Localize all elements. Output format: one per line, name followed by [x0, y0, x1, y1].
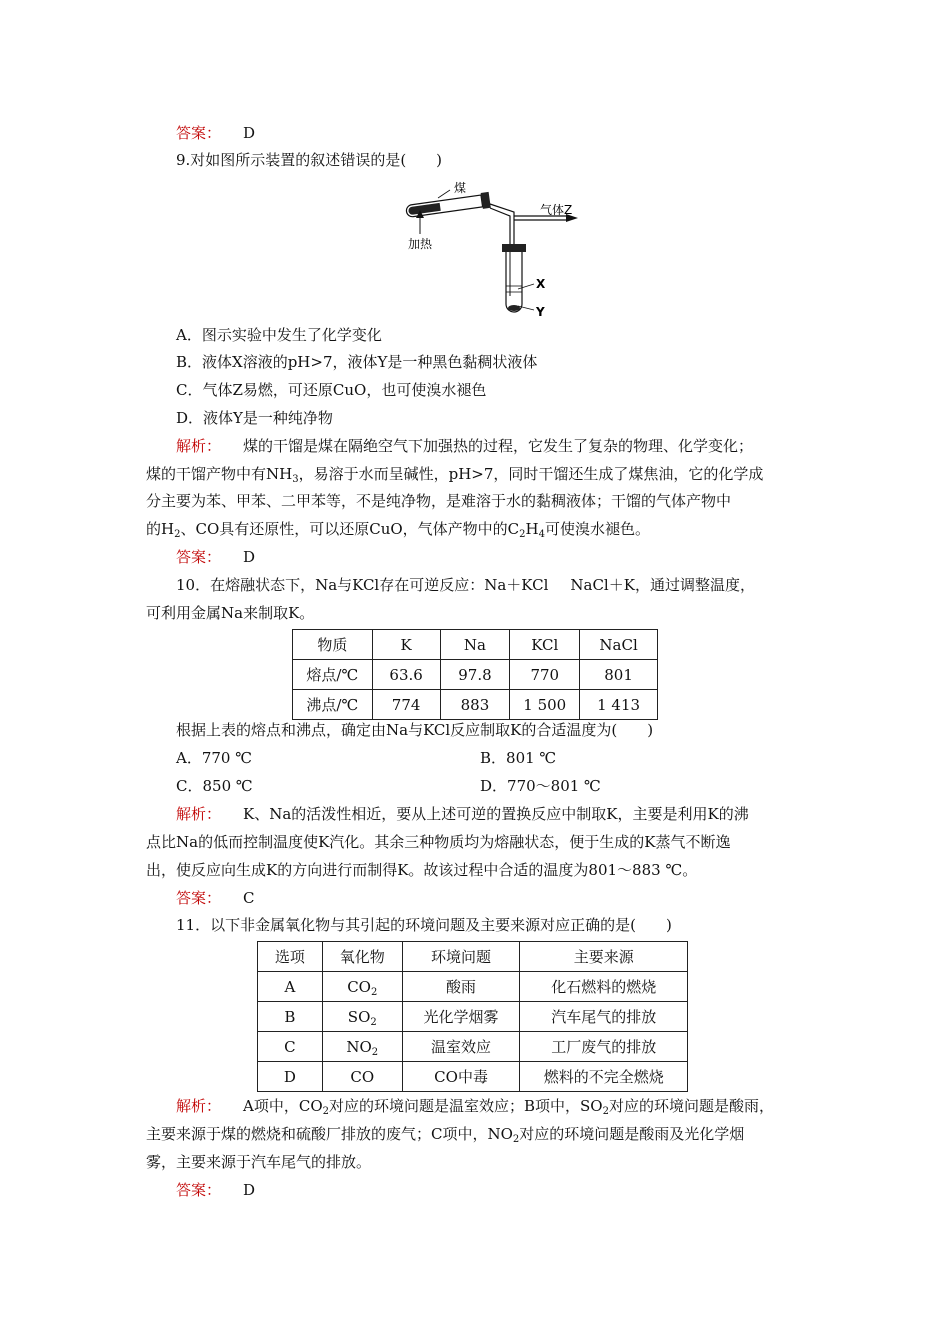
q11-answer-value: D — [243, 1181, 256, 1199]
table-row: 熔点/℃ 63.6 97.8 770 801 — [293, 660, 658, 690]
figure-label-y: Y — [536, 305, 545, 319]
table-row: C $NO_2$ 温室效应 工厂废气的排放 — [258, 1032, 688, 1062]
q9-option-b: B．液体X溶液的pH>7，液体Y是一种黑色黏稠状液体 — [176, 353, 538, 371]
q10-explanation-line2: 点比Na的低而控制温度使K汽化。其余三种物质均为熔融状态，便于生成的K蒸气不断逸 — [146, 833, 731, 851]
q10-stem-line1: 10．在熔融状态下，Na与KCl存在可逆反应：Na＋KCl NaCl＋K，通过调整温度， — [176, 576, 755, 594]
q10-option-b: B．801 ℃ — [480, 749, 557, 767]
q11-stem: 11．以下非金属氧化物与其引起的环境问题及主要来源对应正确的是( ) — [176, 916, 672, 934]
answer-label: 答案： — [176, 124, 222, 142]
figure-label-heat: 加热 — [408, 237, 433, 251]
q9-option-c: C．气体Z易燃，可还原CuO，也可使溴水褪色 — [176, 381, 487, 399]
q9-explanation-line1: 解析： 煤的干馏是煤在隔绝空气下加强热的过程，它发生了复杂的物理、化学变化； — [176, 437, 754, 455]
q9-stem: 9.对如图所示装置的叙述错误的是( ) — [176, 151, 443, 169]
table-row: A $CO_2$ 酸雨 化石燃料的燃烧 — [258, 972, 688, 1002]
q10-explanation-line1: 解析： K、Na的活泼性相近，要从上述可逆的置换反应中制取K，主要是利用K的沸 — [176, 805, 749, 823]
q10-question: 根据上表的熔点和沸点，确定由Na与KCl反应制取K的合适温度为( ) — [176, 721, 654, 739]
q9-option-d: D．液体Y是一种纯净物 — [176, 409, 333, 427]
q10-stem-line2: 可利用金属Na来制取K。 — [146, 604, 315, 622]
q11-table — [257, 941, 688, 1092]
table-row: B $SO_2$ 光化学烟雾 汽车尾气的排放 — [258, 1002, 688, 1032]
q11-explanation-line2: 主要来源于煤的燃烧和硫酸厂排放的废气；C项中，$NO_2$对应的环境问题是酸雨及光化学烟 — [146, 1125, 745, 1145]
table-row: D CO CO中毒 燃料的不完全燃烧 — [258, 1062, 688, 1092]
table-row: 沸点/℃ 774 883 1 500 1 413 — [293, 690, 658, 720]
q9-answer-value: D — [243, 548, 256, 566]
analysis-label: 解析： — [176, 437, 222, 455]
q11-explanation-line1: 解析： A项中，$CO_2$对应的环境问题是温室效应；B项中，$SO_2$对应的环境问题是酸雨， — [176, 1097, 774, 1117]
q9-explanation-line3: 分主要为苯、甲苯、二甲苯等，不是纯净物，是难溶于水的黏稠液体；干馏的气体产物中 — [146, 492, 732, 510]
figure-label-x: X — [536, 277, 546, 291]
q8-answer-line — [176, 123, 255, 143]
q10-answer-line: 答案： C — [176, 889, 255, 907]
q10-option-c: C．850 ℃ — [176, 777, 253, 795]
apparatus-figure — [400, 176, 590, 324]
figure-label-gas: 气体Z — [540, 203, 573, 217]
table-header-row: 物质 K Na KCl NaCl — [293, 630, 658, 660]
table-header-row: 选项 氧化物 环境问题 主要来源 — [258, 942, 688, 972]
q9-explanation-line4: 的$H_2$、CO具有还原性，可以还原CuO，气体产物中的$C_2H_4$可使溴水褪色。 — [146, 520, 651, 540]
q9-option-a: A．图示实验中发生了化学变化 — [176, 326, 382, 344]
q9-explanation-line2: 煤的干馏产物中有$NH_3$，易溶于水而呈碱性，pH>7，同时干馏还生成了煤焦油，它的化学成 — [146, 465, 764, 485]
q10-explanation-line3: 出，使反应向生成K的方向进行而制得K。故该过程中合适的温度为801～883 ℃。 — [146, 861, 698, 879]
q10-option-d: D．770～801 ℃ — [480, 777, 601, 795]
q10-option-a: A．770 ℃ — [176, 749, 253, 767]
figure-label-coal: 煤 — [454, 181, 467, 195]
q9-answer-line: 答案： D — [176, 548, 256, 566]
q10-answer-value: C — [243, 889, 255, 907]
collection-tube — [506, 252, 522, 312]
q11-answer-line: 答案： D — [176, 1181, 256, 1199]
q11-explanation-line3: 雾，主要来源于汽车尾气的排放。 — [146, 1153, 372, 1171]
q10-table — [292, 629, 658, 720]
q8-answer-value: D — [243, 124, 256, 142]
